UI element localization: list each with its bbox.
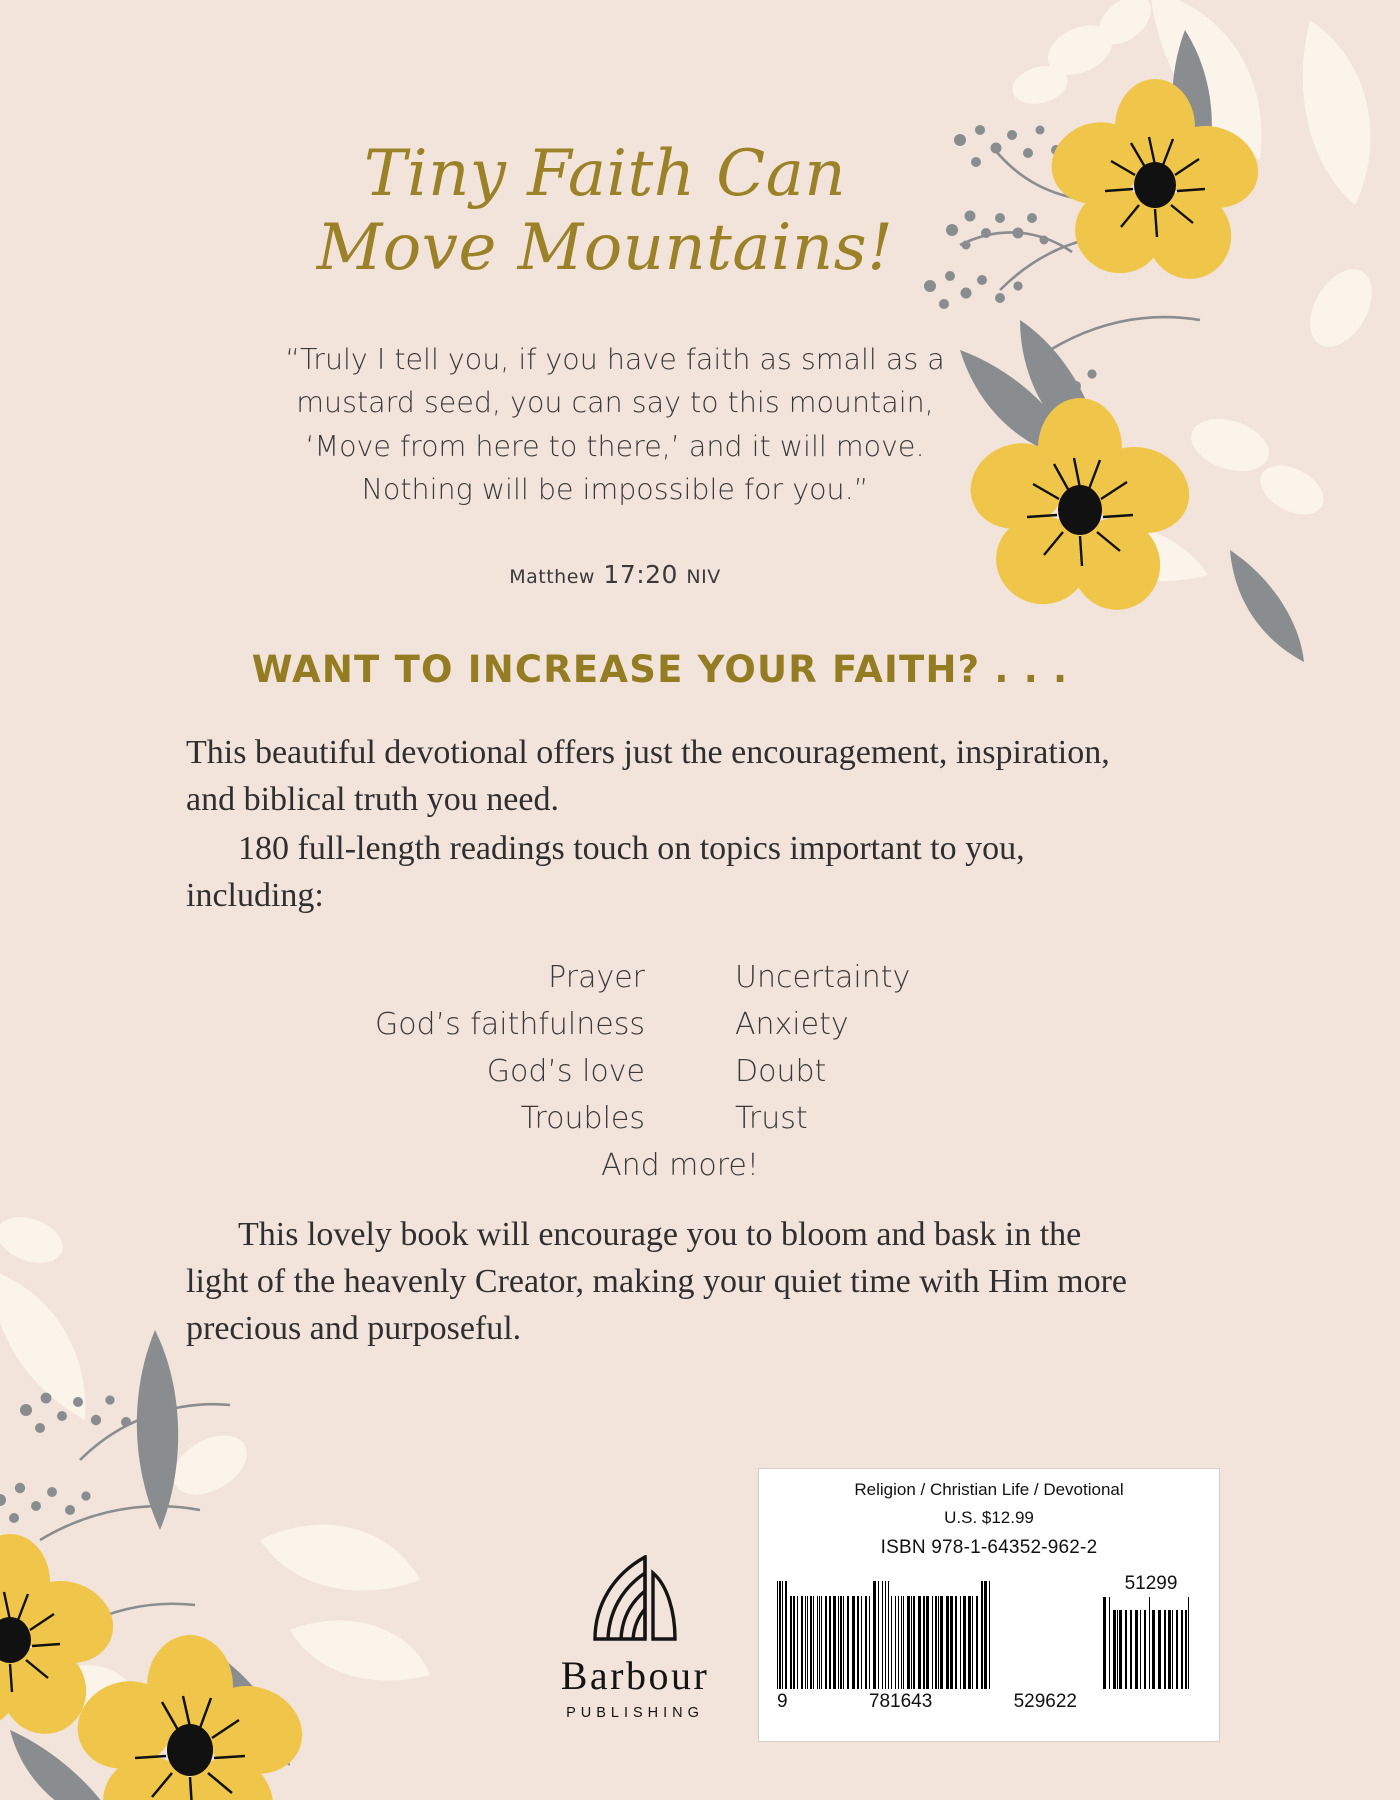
ean5-addon-barcode	[1103, 1597, 1199, 1689]
scripture-reference-version: NIV	[686, 566, 721, 588]
publisher-tagline: PUBLISHING	[566, 1705, 704, 1721]
ean-lead-digit: 9	[777, 1691, 788, 1712]
list-item: Prayer	[548, 960, 645, 995]
description-paragraph-2: 180 full-length readings touch on topics important to you, including:	[186, 829, 1025, 914]
list-item: God’s love	[486, 1054, 645, 1089]
barcode-block	[758, 1468, 1220, 1742]
list-item: Uncertainty	[735, 960, 911, 995]
closing-paragraph: This lovely book will encourage you to bloom and bask in the light of the heavenly Creator, making your quiet time with Him more precious and purposeful.	[186, 1216, 1127, 1347]
ean-left-digits: 781643	[868, 1691, 933, 1712]
barbour-book-icon	[575, 1555, 695, 1641]
isbn-label: ISBN 978-1-64352-962-2	[880, 1537, 1098, 1558]
scripture-reference	[280, 560, 950, 589]
description-body	[186, 730, 1146, 922]
topics-column-left	[345, 960, 645, 1136]
topics-column-right	[735, 960, 1015, 1136]
list-item: God’s faithfulness	[374, 1007, 645, 1042]
publisher-name: Barbour	[560, 1653, 710, 1698]
book-title-line2: Move Mountains!	[316, 210, 894, 285]
addon-number: 51299	[1124, 1573, 1178, 1594]
list-item: Anxiety	[735, 1007, 849, 1042]
list-item: Doubt	[735, 1054, 827, 1089]
book-title-line1: Tiny Faith Can	[363, 137, 847, 211]
publisher-logo	[520, 1555, 750, 1721]
bisac-category: Religion / Christian Life / Devotional	[854, 1480, 1124, 1499]
ean-right-digits: 529622	[1013, 1691, 1077, 1712]
topics-list	[300, 960, 1060, 1183]
scripture-reference-numbers: 17:20	[594, 560, 687, 589]
ean13-barcode	[777, 1581, 1077, 1689]
price-label: U.S. $12.99	[944, 1508, 1034, 1527]
scripture-reference-book: Matthew	[509, 566, 595, 588]
description-paragraph-1: This beautiful devotional offers just the encouragement, inspiration, and biblical truth you need.	[186, 734, 1110, 818]
list-item: Trust	[735, 1101, 808, 1136]
scripture-verse: “Truly I tell you, if you have faith as small as a mustard seed, you can say to this mountain, ‘Move from here to there,’ and it will move. Nothing will be impossible for you.”	[285, 343, 945, 506]
list-item: Troubles	[520, 1101, 645, 1136]
topics-and-more: And more!	[601, 1148, 759, 1183]
book-title	[0, 138, 1210, 285]
marketing-headline: WANT TO INCREASE YOUR FAITH? . . .	[251, 648, 1069, 691]
ean-digits	[777, 1691, 1077, 1713]
